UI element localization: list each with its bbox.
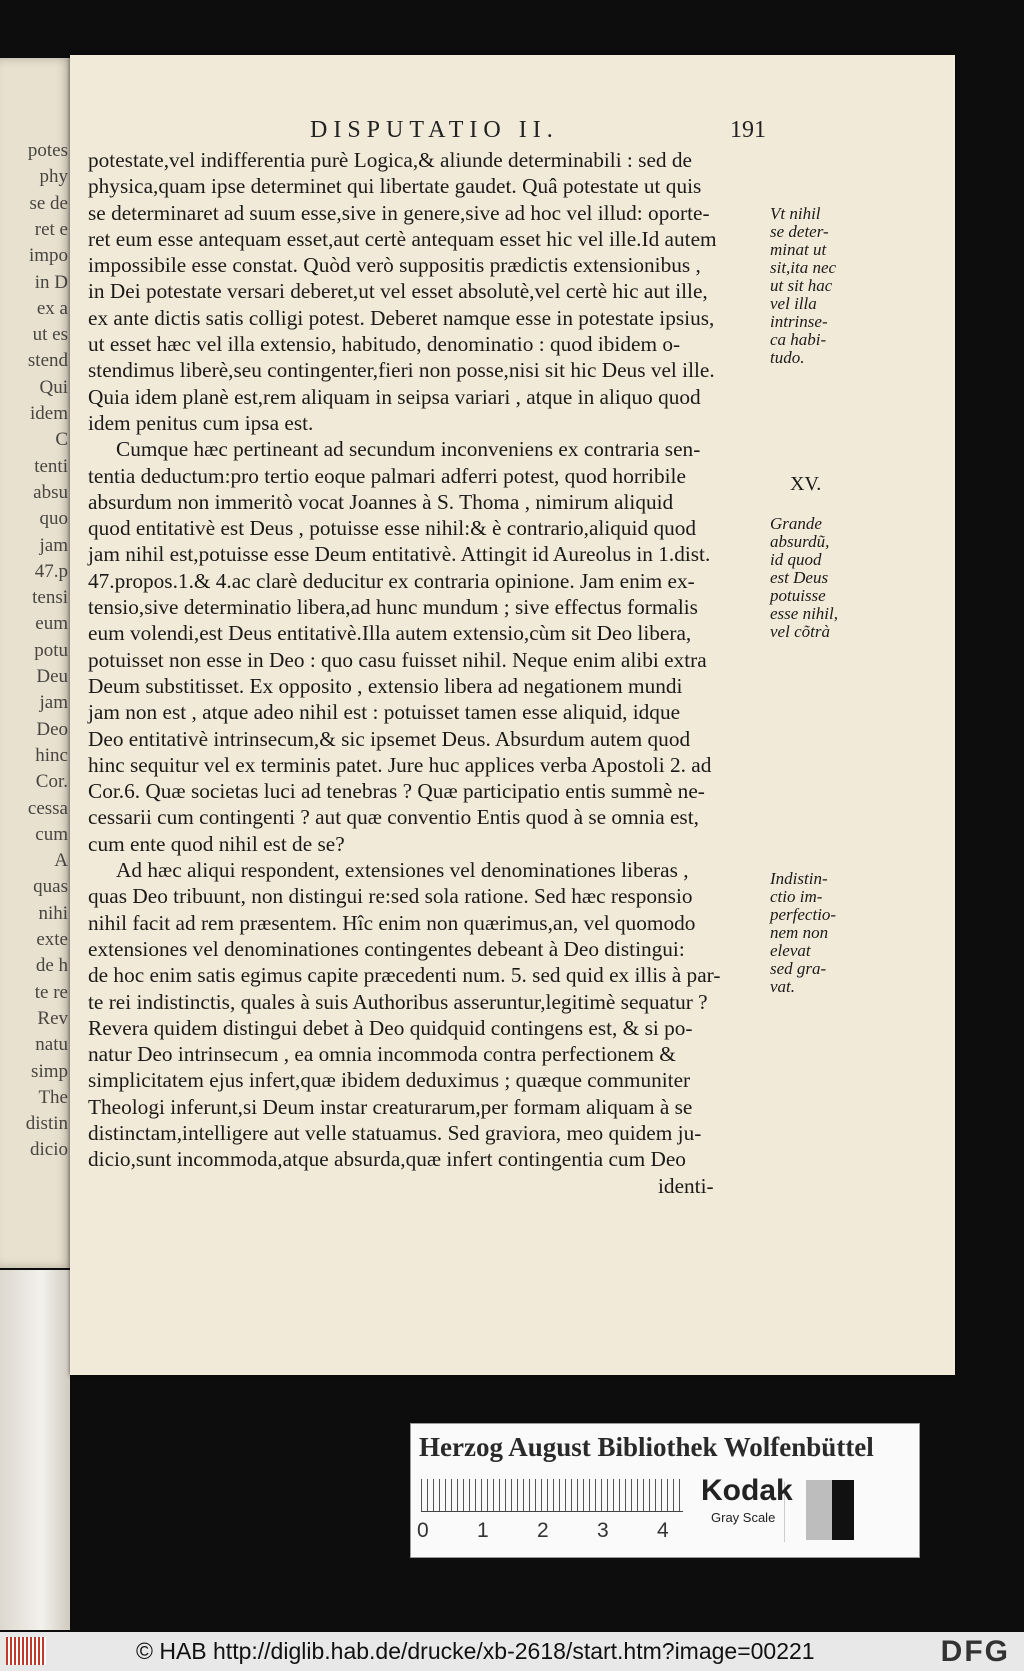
margin-note-line: XV. — [790, 473, 822, 495]
margin-note — [770, 870, 836, 996]
left-page-fragment: te re — [34, 981, 68, 1003]
left-page-fragment: hinc — [35, 744, 68, 766]
ruler-number: 4 — [657, 1519, 669, 1542]
text-line: simplicitatem ejus infert,quæ ibidem deduximus ; quæque communiter — [88, 1068, 691, 1093]
left-page-fragment: Deo — [36, 718, 68, 740]
left-page-fragment: Qui — [39, 376, 68, 398]
text-line: jam non est , atque adeo nihil est : potuisset tamen esse aliquid, idque — [88, 700, 681, 725]
left-page-fragment: The — [38, 1086, 68, 1108]
margin-note-line: est Deus — [770, 568, 829, 587]
text-line: potestate,vel indifferentia purè Logica,& aliunde determinabili : sed de — [88, 148, 692, 172]
left-page-fragment: phy — [39, 166, 68, 188]
margin-note-line: Indistin- — [770, 869, 828, 888]
text-line: extensiones vel denominationes contingentes debeant à Deo distingui: — [88, 936, 685, 961]
ruler-number: 2 — [537, 1519, 549, 1542]
color-calibration-card — [410, 1423, 920, 1558]
text-line: cum ente quod nihil est de se? — [88, 831, 345, 856]
margin-note — [790, 475, 821, 493]
left-page-fragment: quas — [33, 876, 68, 898]
left-page-fragment: tenti — [34, 455, 68, 477]
text-line: distinctam,intelligere aut velle statuamus. Sed graviora, meo quidem ju- — [88, 1120, 702, 1145]
margin-note — [770, 515, 838, 641]
text-line: quas Deo tribuunt, non distingui re:sed sola ratione. Sed hæc responsio — [88, 884, 693, 909]
brand-subtitle: Gray Scale — [711, 1510, 776, 1525]
left-page-fragment: impo — [28, 245, 68, 267]
left-page-fragment: ret e — [34, 218, 68, 240]
text-line: Deo entitativè intrinsecum,& sic ipsemet Deus. Absurdum autem quod — [88, 726, 691, 751]
margin-note-line: vel cõtrà — [770, 622, 830, 641]
left-page-fragment: ex a — [36, 297, 68, 319]
text-line: te rei indistinctis, quales à suis Authoribus asseruntur,legitimè sequatur ? — [88, 989, 708, 1014]
library-name: Herzog August Bibliothek Wolfenbüttel — [419, 1432, 874, 1462]
margin-note-line: vat. — [770, 977, 796, 996]
text-line: ex ante dictis satis colligi potest. Deberet namque esse in potestate ipsius, — [88, 305, 715, 330]
text-line: tensio,sive determinatio libera,ad hunc mundum ; sive effectus formalis — [88, 595, 698, 620]
text-line: Cor.6. Quæ societas luci ad tenebras ? Quæ participatio entis summè ne- — [88, 779, 705, 804]
text-line: Theologi inferunt,si Deum instar creaturarum,per formam aliquam à se — [88, 1094, 693, 1119]
text-line: jam nihil est,potuisse esse Deum entitativè. Attingit id Aureolus in 1.dist. — [88, 542, 711, 567]
gray-swatch — [806, 1480, 832, 1540]
brand-logo: Kodak — [701, 1474, 793, 1507]
margin-note-line: vel illa — [770, 294, 817, 313]
text-line: nihil facit ad rem præsentem. Hîc enim non quærimus,an, vel quomodo — [88, 910, 696, 935]
text-line: absurdum non immeritò vocat Joannes à S. Thoma , nimirum aliquid — [88, 489, 674, 514]
text-line: Deum substitisset. Ex opposito , extensio libera ad negationem mundi — [88, 673, 683, 698]
margin-note-line: ca habi- — [770, 330, 827, 349]
text-line: in Dei potestate versari deberet,ut vel esset absolutè,vel certè hic aut ille, — [88, 279, 708, 304]
left-page-fragment: potes — [27, 140, 68, 161]
source-url[interactable]: © HAB http://diglib.hab.de/drucke/xb-2618/start.htm?image=00221 — [136, 1638, 815, 1664]
margin-note-line: nem non — [770, 923, 829, 942]
left-page-fragment: exte — [36, 929, 68, 950]
margin-note-line: intrinse- — [770, 312, 828, 331]
margin-note-line: ctio im- — [770, 887, 823, 906]
left-page-fragment: simp — [31, 1060, 68, 1082]
left-page-fragment: idem — [30, 403, 68, 424]
left-page-fragment: se de — [29, 192, 68, 214]
text-line: natur Deo intrinsecum , ea omnia incommoda contra perfectionem & — [88, 1042, 676, 1067]
left-page-fragment: distin — [25, 1113, 68, 1135]
margin-note-line: Vt nihil — [770, 204, 821, 223]
margin-note-line: id quod — [770, 550, 822, 569]
margin-note-line: ut sit hac — [770, 276, 833, 295]
ruler-number: 3 — [597, 1519, 609, 1542]
text-line: eum volendi,est Deus entitativè.Illa autem extensio,cùm sit Deo libera, — [88, 621, 692, 646]
text-line: dicio,sunt incommoda,atque absurda,quæ infert contingentia cum Deo — [88, 1147, 686, 1172]
left-page-fragment: cessa — [27, 797, 68, 819]
running-head: DISPUTATIO II. — [310, 117, 559, 143]
left-page-fragment: de h — [35, 955, 68, 977]
left-page-fragment: dicio — [30, 1139, 68, 1161]
left-page-fragment: potu — [34, 639, 68, 661]
text-line: de hoc enim satis egimus capite præcedenti num. 5. sed quid ex illis à par- — [88, 963, 721, 988]
margin-note-line: absurdũ, — [770, 532, 830, 551]
left-page-fragment: natu — [35, 1034, 68, 1056]
text-line: Cumque hæc pertineant ad secundum inconveniens ex contraria sen- — [116, 437, 701, 462]
margin-note — [770, 205, 836, 367]
margin-note-line: sed gra- — [770, 959, 827, 978]
margin-note-line: minat ut — [770, 240, 827, 259]
text-line: stendimus liberè,seu contingenter,fieri non posse,nisi sit hic Deus vel ille. — [88, 358, 715, 383]
text-line: potuisset non esse in Deo : quo casu fuisset nihil. Neque enim alibi extra — [88, 647, 707, 672]
margin-note-line: sit,ita nec — [770, 258, 837, 277]
left-page-fragment: in D — [34, 271, 68, 293]
left-page-fragment: 47.p — [34, 560, 68, 582]
left-page-fragment: absu — [33, 481, 68, 503]
text-line: quod entitativè est Deus , potuisse esse nihil:& è contrario,aliquid quod — [88, 516, 697, 541]
text-line: 47.propos.1.& 4.ac clarè deducitur ex contraria opinione. Jam enim ex- — [88, 568, 695, 593]
ruler-scale — [421, 1479, 683, 1512]
footer-bar — [0, 1632, 1024, 1671]
barcode-icon — [6, 1637, 46, 1665]
left-page-fragment: eum — [35, 613, 68, 635]
text-line: se determinaret ad suum esse,sive in genere,sive ad hoc vel illud: oporte- — [88, 200, 710, 225]
text-line: ret eum esse antequam esset,aut certè antequam esset hic vel ille.Id autem — [88, 226, 717, 251]
left-page-fragment: A — [54, 850, 68, 872]
text-line: cessarii cum contingenti ? aut quæ conventio Entis quod à se omnia est, — [88, 805, 699, 830]
left-facing-page — [0, 58, 72, 1268]
text-line: ut esset hæc vel illa extensio, habitudo, denominatio : quod ibidem o- — [88, 332, 681, 357]
left-page-fragment: cum — [35, 823, 68, 845]
ruler-number: 1 — [477, 1519, 489, 1542]
text-line: tentia deductum:pro tertio eoque palmari adferri potest, quod horribile — [88, 463, 686, 488]
text-line: Ad hæc aliqui respondent, extensiones vel denominationes liberas , — [116, 858, 689, 883]
left-page-fragment: jam — [39, 534, 68, 556]
dfg-logo: DFG — [940, 1635, 1010, 1668]
margin-note-line: tudo. — [770, 348, 805, 367]
left-page-fragment: C — [55, 429, 68, 451]
left-page-fragment: ut es — [32, 324, 68, 346]
margin-note-line: perfectio- — [770, 905, 837, 924]
black-swatch — [832, 1480, 854, 1540]
ruler-number: 0 — [417, 1519, 429, 1542]
left-page-fragment: Deu — [36, 666, 68, 687]
margin-note-line: se deter- — [770, 222, 829, 241]
page-edge — [0, 1270, 70, 1630]
margin-note-line: esse nihil, — [770, 604, 838, 623]
text-line: physica,quam ipse determinet qui libertate gaudet. Quâ potestate ut quis — [88, 174, 702, 199]
page-number: 191 — [730, 117, 766, 143]
text-line: Revera quidem distingui debet à Deo quidquid contingens est, & si po- — [88, 1015, 693, 1040]
left-page-fragment: quo — [39, 508, 68, 530]
left-page-fragment: stend — [27, 350, 68, 372]
left-page-fragment: nihi — [38, 902, 68, 924]
left-page-fragment: jam — [39, 692, 68, 714]
margin-note-line: elevat — [770, 941, 811, 960]
catchword: identi- — [658, 1173, 714, 1198]
text-line: Quia idem planè est,rem aliquam in seipsa variari , atque in aliquo quod — [88, 384, 701, 409]
left-page-fragment: Cor. — [35, 771, 68, 793]
left-page-fragment: Rev — [37, 1007, 68, 1029]
body-text — [88, 147, 788, 1199]
left-page-fragment: tensi — [32, 587, 68, 609]
book-page — [70, 55, 955, 1375]
text-line: impossibile esse constat. Quòd verò suppositis prædictis extensionibus , — [88, 253, 701, 278]
margin-note-line: potuisse — [770, 586, 826, 605]
text-line: idem penitus cum ipsa est. — [88, 410, 314, 435]
text-line: hinc sequitur vel ex terminis patet. Jure huc applices verba Apostoli 2. ad — [88, 752, 712, 777]
margin-note-line: Grande — [770, 514, 822, 533]
